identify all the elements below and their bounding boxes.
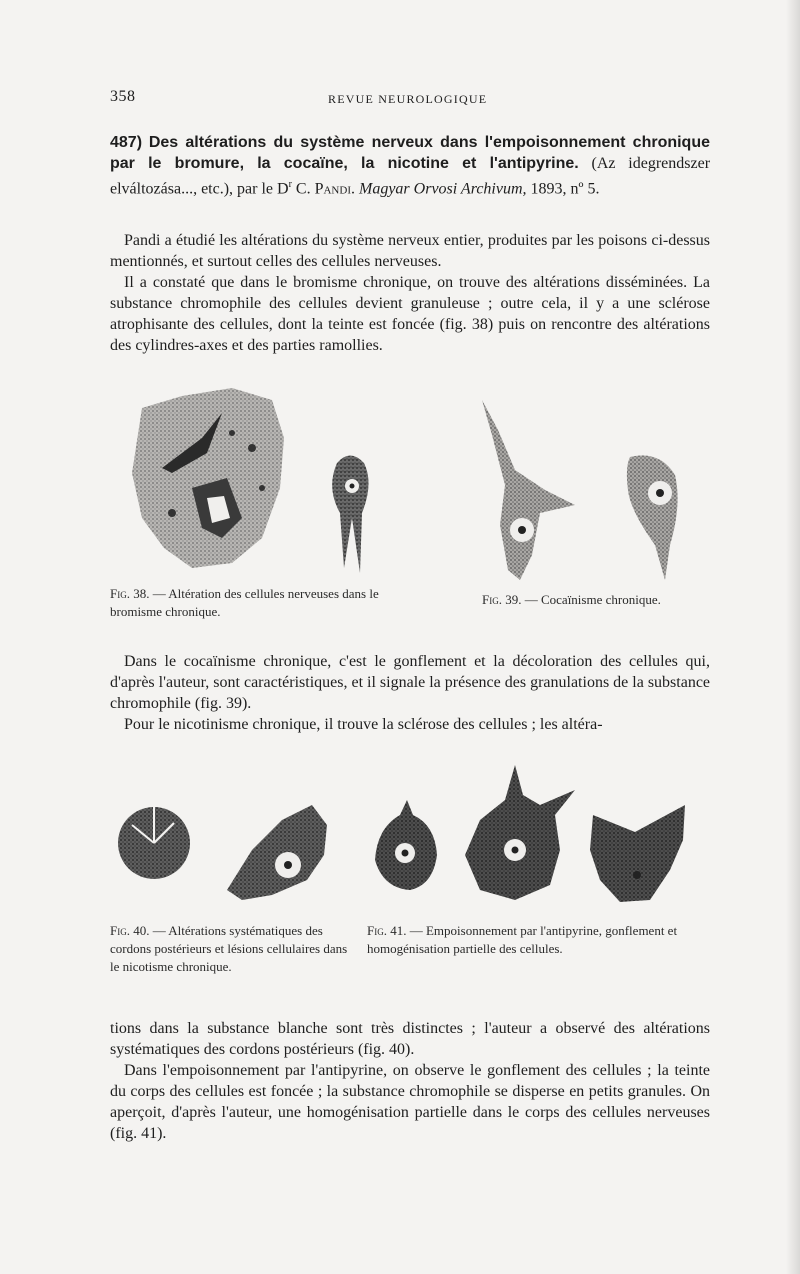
paragraph-1: Pandi a étudié les altérations du système nerveux entier, produites par les poisons ci-dessus mentionnés, et surtout celles des cellules nerveuses.	[110, 232, 710, 270]
caption-fig-39	[482, 591, 712, 609]
running-header	[110, 88, 710, 112]
caption-fig-41	[367, 922, 707, 958]
figure-38-image	[112, 378, 407, 578]
caption-fig-40	[110, 922, 350, 976]
article-title: Des altérations du système nerveux dans l'empoisonnement chronique par le bromure, la cocaïne, la nicotine et l'antipyrine.	[110, 134, 711, 172]
article-heading	[110, 132, 710, 199]
citation-journal: Magyar Orvosi Archivum,	[359, 180, 527, 198]
fig-38-label: Fig. 38.	[110, 586, 150, 601]
paragraph-2: Il a constaté que dans le bromisme chronique, on trouve des altérations disséminées. La substance chromophile des cellules devient granuleuse ; outre cela, il y a une sclérose atrophisante des cellules, dont la teinte est foncée (fig. 38) puis on rencontre des altérations des cylindres-axes et des parties ramollies.	[110, 274, 710, 354]
page-number: 358	[110, 88, 136, 105]
citation-author: C. Pandi.	[295, 180, 355, 198]
fig-40-caption: — Altérations systématiques des cordons postérieurs et lésions cellulaires dans le nicotisme chronique.	[110, 923, 348, 974]
citation-prefix: (Az idegrendszer elváltozása..., etc.), par le D	[110, 155, 711, 198]
caption-fig-38	[110, 585, 430, 621]
body-bottom	[110, 1018, 710, 1144]
fig-40-label: Fig. 40.	[110, 923, 150, 938]
figure-40-image	[112, 795, 352, 910]
fig-39-label: Fig. 39.	[482, 592, 522, 607]
article-number: 487)	[110, 134, 143, 151]
fig-38-caption: — Altération des cellules nerveuses dans le bromisme chronique.	[110, 586, 379, 619]
citation-year: 1893, nº 5.	[530, 180, 600, 198]
body-middle	[110, 651, 710, 735]
paragraph-3: Dans le cocaïnisme chronique, c'est le gonflement et la décoloration des cellules qui, d'après l'auteur, sont caractéristiques, et il signale la présence des granulations de la substance chromophile (fig. 39).	[110, 653, 711, 712]
fig-39-caption: — Cocaïnisme chronique.	[521, 592, 661, 607]
paragraph-5: tions dans la substance blanche sont très distinctes ; l'auteur a observé des altérations systématiques des cordons postérieurs (fig. 40).	[110, 1020, 710, 1058]
body-top	[110, 230, 710, 356]
page-edge-shadow	[786, 0, 800, 1274]
figure-41-image	[365, 760, 695, 910]
figure-39-image	[470, 395, 690, 585]
paragraph-4: Pour le nicotinisme chronique, il trouve la sclérose des cellules ; les altéra-	[124, 716, 603, 733]
paragraph-6: Dans l'empoisonnement par l'antipyrine, on observe le gonflement des cellules ; la teinte du corps des cellules est foncée ; la substance chromophile se disperse en petits granules. On aperçoit, d'après l'auteur, une homogénisation partielle dans le corps des cellules nerveuses (fig. 41).	[110, 1062, 710, 1142]
citation-dr-sup: r	[288, 179, 292, 190]
fig-41-label: Fig. 41.	[367, 923, 407, 938]
running-title: REVUE NEUROLOGIQUE	[328, 92, 488, 106]
fig-41-caption: — Empoisonnement par l'antipyrine, gonflement et homogénisation partielle des cellules.	[367, 923, 678, 956]
